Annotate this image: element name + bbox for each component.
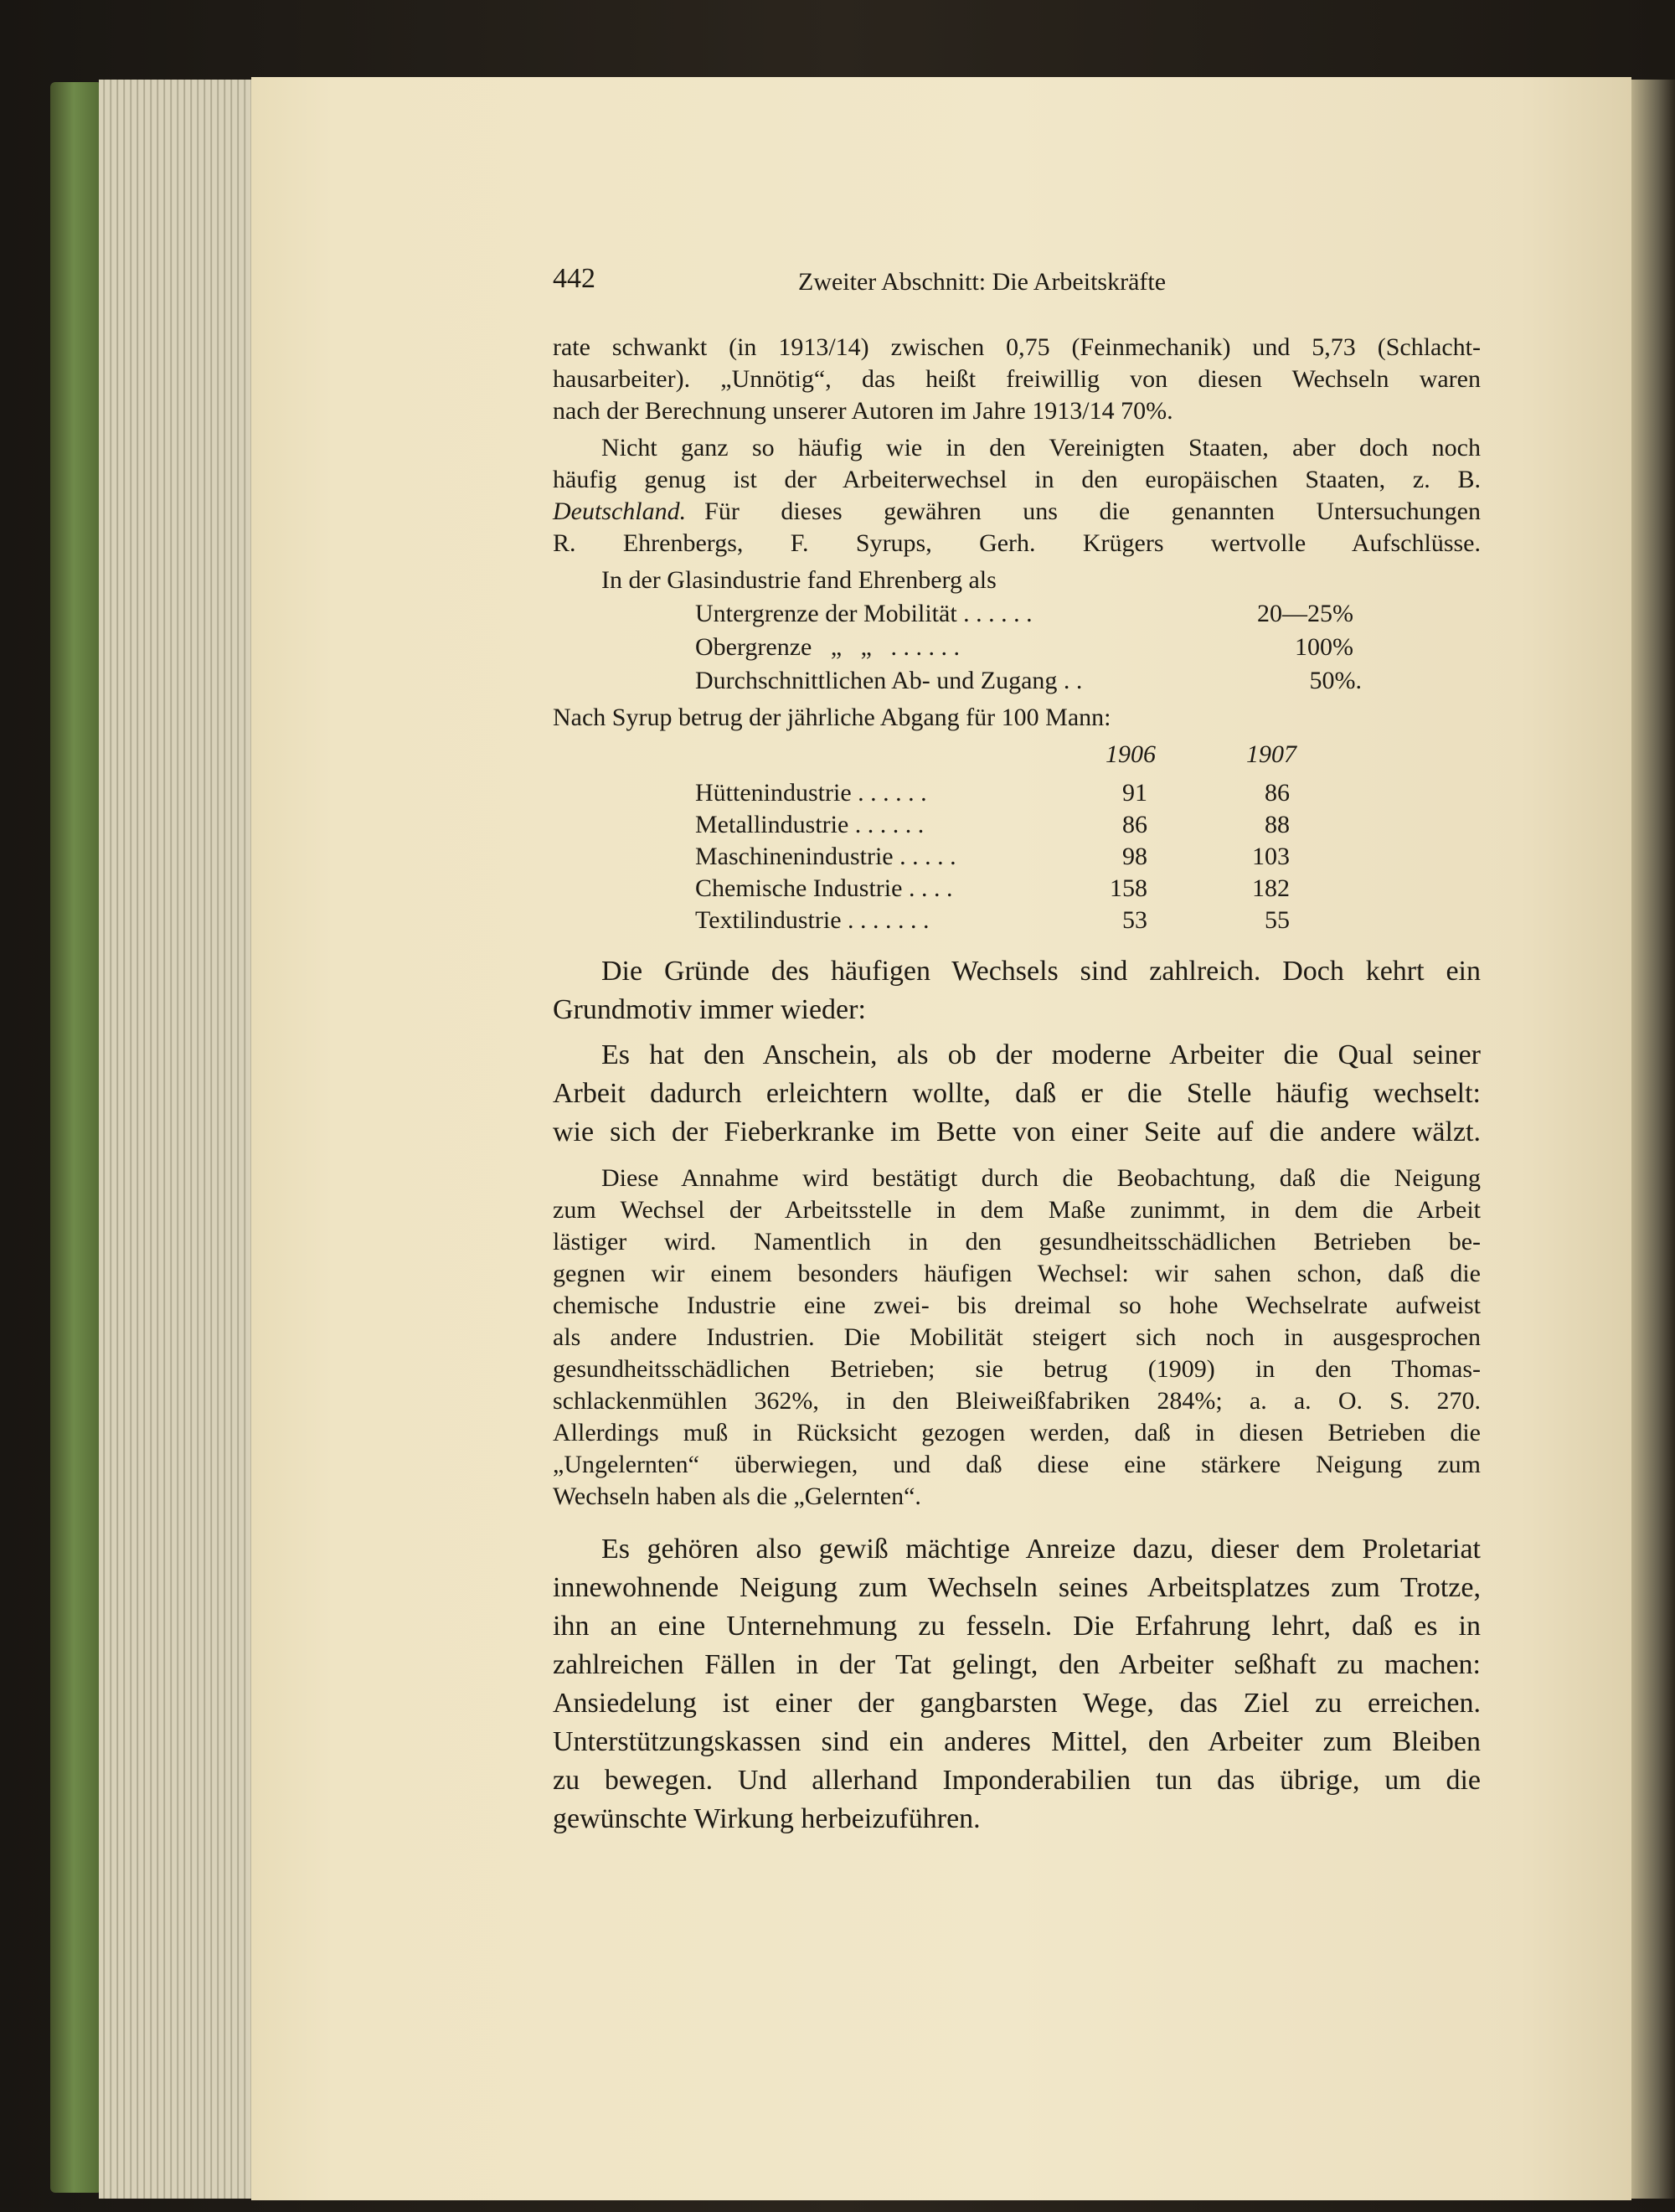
para5-line: schlackenmühlen 362%, in den Bleiweißfabriken 284%; a. a. O. S. 270. <box>553 1387 1481 1415</box>
para6-line: innewohnende Neigung zum Wechseln seines Arbeitsplatzes zum Trotze, <box>553 1572 1481 1603</box>
table-cell-1906: 86 <box>1122 811 1147 838</box>
table-cell-1907: 55 <box>1265 906 1290 934</box>
table-cell-1907: 182 <box>1252 874 1290 902</box>
table-cell-1907: 103 <box>1252 843 1290 870</box>
para1-line: nach der Berechnung unserer Autoren im Jahre 1913/14 70%. <box>553 397 1173 425</box>
table-row-label: Chemische Industrie . . . . <box>695 874 953 902</box>
glass-row-value: 50%. <box>1309 667 1362 694</box>
glass-row-label: Obergrenze „ „ . . . . . . <box>695 633 960 661</box>
para6-line: zu bewegen. Und allerhand Imponderabilien tun das übrige, um die <box>553 1765 1481 1796</box>
glass-row-value: 100% <box>1295 633 1353 661</box>
glass-intro: In der Glasindustrie fand Ehrenberg als <box>601 566 997 594</box>
year-header-1906: 1906 <box>1106 740 1156 768</box>
para2-line: R. Ehrenbergs, F. Syrups, Gerh. Krügers wertvolle Aufschlüsse. <box>553 529 1481 557</box>
para5-line: lästiger wird. Namentlich in den gesundheitsschädlichen Betrieben be- <box>553 1228 1481 1256</box>
para3-line: Die Gründe des häufigen Wechsels sind zahlreich. Doch kehrt ein <box>601 956 1481 987</box>
syrup-intro: Nach Syrup betrug der jährliche Abgang für 100 Mann: <box>553 704 1111 731</box>
para5-line: Allerdings muß in Rücksicht gezogen werden, daß in diesen Betrieben die <box>553 1419 1481 1446</box>
para5-line: als andere Industrien. Die Mobilität steigert sich noch in ausgesprochen <box>553 1323 1481 1351</box>
running-head: Zweiter Abschnitt: Die Arbeitskräfte <box>798 268 1167 296</box>
page-edges <box>99 80 266 2199</box>
para5-line: gesundheitsschädlichen Betrieben; sie betrug (1909) in den Thomas- <box>553 1355 1481 1383</box>
table-cell-1906: 91 <box>1122 779 1147 807</box>
table-cell-1906: 158 <box>1110 874 1147 902</box>
para6-line: gewünschte Wirkung herbeizuführen. <box>553 1803 981 1834</box>
para4-line: wie sich der Fieberkranke im Bette von einer Seite auf die andere wälzt. <box>553 1116 1481 1147</box>
para5-line: zum Wechsel der Arbeitsstelle in dem Maße zunimmt, in dem die Arbeit <box>553 1196 1481 1224</box>
para2-line: häufig genug ist der Arbeiterwechsel in den europäischen Staaten, z. B. <box>553 466 1481 493</box>
para5-line: „Ungelernten“ überwiegen, und daß diese eine stärkere Neigung zum <box>553 1451 1481 1478</box>
para5-line: gegnen wir einem besonders häufigen Wechsel: wir sahen schon, daß die <box>553 1260 1481 1287</box>
para2-line <box>553 496 1481 528</box>
para5-line: Wechseln haben als die „Gelernten“. <box>553 1482 921 1510</box>
glass-row-label: Untergrenze der Mobilität . . . . . . <box>695 600 1033 627</box>
table-cell-1906: 98 <box>1122 843 1147 870</box>
para4-line: Arbeit dadurch erleichtern wollte, daß er die Stelle häufig wechselt: <box>553 1078 1481 1109</box>
table-cell-1906: 53 <box>1122 906 1147 934</box>
para5-line: Diese Annahme wird bestätigt durch die Beobachtung, daß die Neigung <box>601 1164 1481 1192</box>
table-row-label: Hüttenindustrie . . . . . . <box>695 779 927 807</box>
emphasis-deutschland: Deutschland. <box>553 498 687 525</box>
para6-line: Es gehören also gewiß mächtige Anreize dazu, dieser dem Proletariat <box>601 1534 1481 1565</box>
table-cell-1907: 88 <box>1265 811 1290 838</box>
table-row-label: Metallindustrie . . . . . . <box>695 811 925 838</box>
table-cell-1907: 86 <box>1265 779 1290 807</box>
para2-line-rest: Für dieses gewähren uns die genannten Untersuchungen <box>704 498 1481 525</box>
book-cover-spine <box>50 82 102 2193</box>
para6-line: Ansiedelung ist einer der gangbarsten Wege, das Ziel zu erreichen. <box>553 1688 1481 1719</box>
para1-line: rate schwankt (in 1913/14) zwischen 0,75 (Feinmechanik) und 5,73 (Schlacht- <box>553 333 1481 361</box>
para5-line: chemische Industrie eine zwei- bis dreimal so hohe Wechselrate aufweist <box>553 1292 1481 1319</box>
glass-row-label: Durchschnittlichen Ab- und Zugang . . <box>695 667 1083 694</box>
table-row-label: Textilindustrie . . . . . . . <box>695 906 930 934</box>
table-row-label: Maschinenindustrie . . . . . <box>695 843 956 870</box>
para3-line: Grundmotiv immer wieder: <box>553 994 866 1025</box>
para1-line: hausarbeiter). „Unnötig“, das heißt freiwillig von diesen Wechseln waren <box>553 365 1481 393</box>
glass-row-value: 20—25% <box>1257 600 1353 627</box>
facing-page-edge <box>1631 80 1675 2199</box>
para2-line: Nicht ganz so häufig wie in den Vereinigten Staaten, aber doch noch <box>601 434 1481 461</box>
para6-line: zahlreichen Fällen in der Tat gelingt, den Arbeiter seßhaft zu machen: <box>553 1649 1481 1680</box>
para6-line: ihn an eine Unternehmung zu fesseln. Die Erfahrung lehrt, daß es in <box>553 1611 1481 1642</box>
year-header-1907: 1907 <box>1246 740 1296 768</box>
para4-line: Es hat den Anschein, als ob der moderne Arbeiter die Qual seiner <box>601 1039 1481 1070</box>
para6-line: Unterstützungskassen sind ein anderes Mittel, den Arbeiter zum Bleiben <box>553 1726 1481 1757</box>
page-number: 442 <box>553 263 595 294</box>
